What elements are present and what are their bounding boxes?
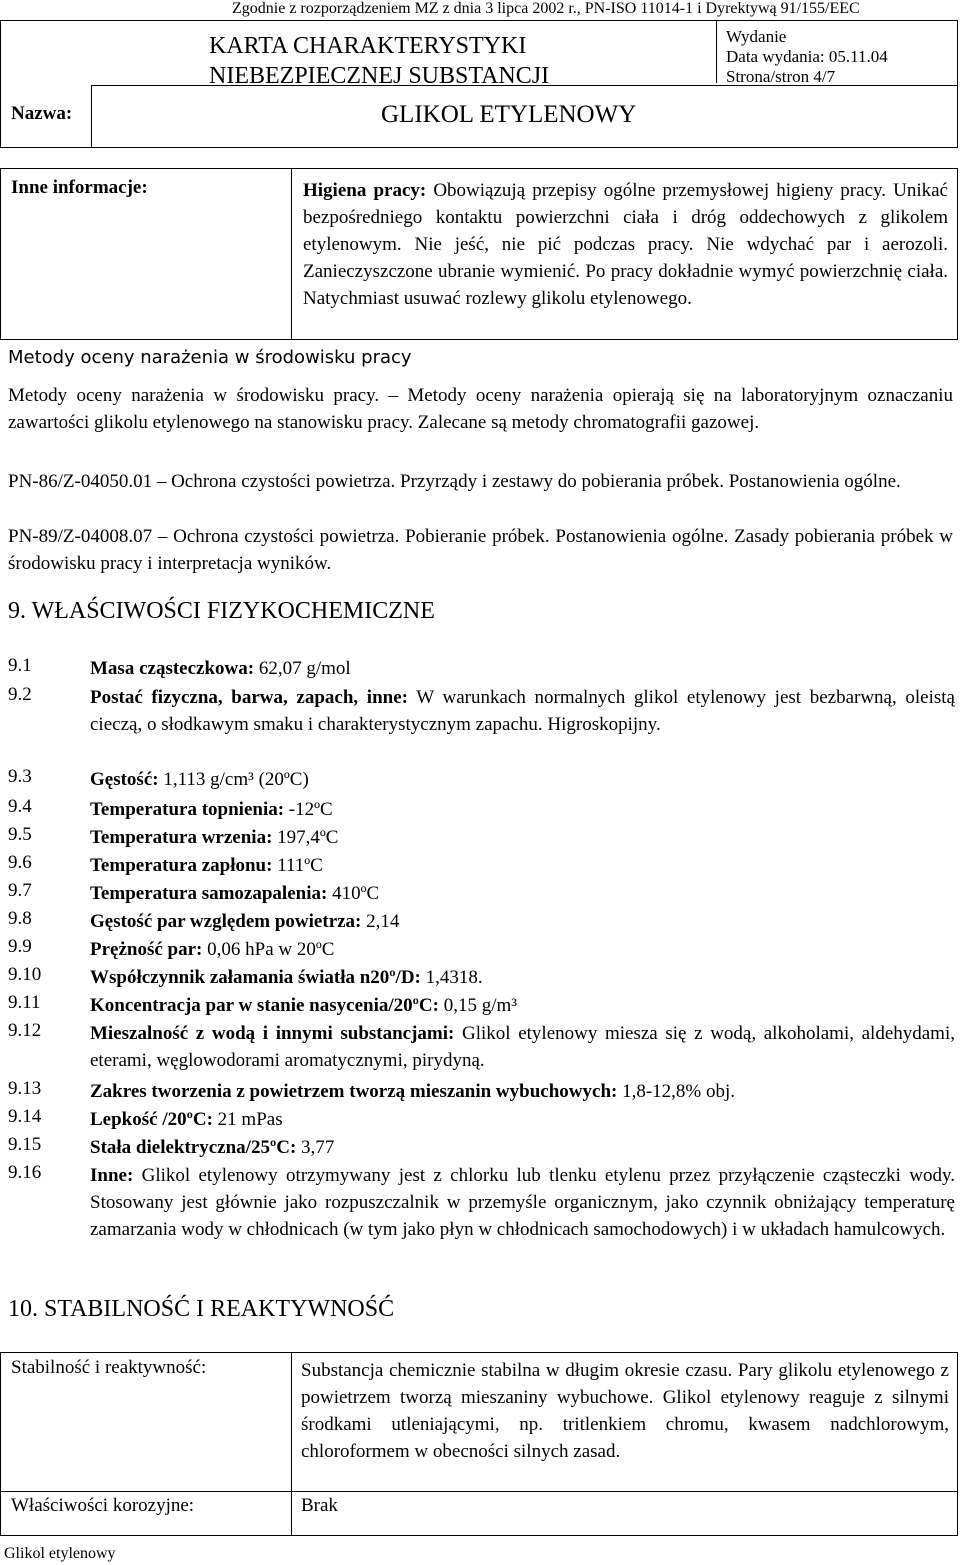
- property-body: [90, 880, 955, 907]
- substance-name: GLIKOL ETYLENOWY: [381, 101, 637, 128]
- property-value: 0,15 g/m³: [438, 995, 517, 1016]
- other-info-label: Inne informacje:: [11, 177, 148, 198]
- property-body: [90, 936, 955, 963]
- property-value: 2,14: [361, 911, 400, 932]
- hygiene-lead: Higiena pracy:: [303, 180, 427, 201]
- property-value: 197,4ºC: [272, 827, 339, 848]
- property-body: [90, 1162, 955, 1243]
- property-body: [90, 1134, 955, 1161]
- property-label: Mieszalność z wodą i innymi substancjami:: [90, 1023, 455, 1044]
- property-number: 9.11: [8, 992, 41, 1013]
- property-value: 111ºC: [272, 855, 323, 876]
- property-label: Lepkość /20ºC:: [90, 1109, 213, 1130]
- property-label: Masa cząsteczkowa:: [90, 658, 255, 679]
- edition-label: Wydanie: [726, 27, 787, 46]
- other-info-text: [303, 177, 948, 312]
- property-label: Temperatura zapłonu:: [90, 855, 273, 876]
- property-number: 9.1: [8, 655, 32, 676]
- stability-divider: [291, 1353, 292, 1535]
- property-body: [90, 992, 955, 1019]
- property-number: 9.12: [8, 1020, 42, 1041]
- other-info-divider: [291, 169, 292, 339]
- property-number: 9.14: [8, 1106, 42, 1127]
- property-label: Postać fizyczna, barwa, zapach, inne:: [90, 687, 408, 708]
- other-info-box: [0, 168, 958, 340]
- property-body: [90, 824, 955, 851]
- standard-code: PN-86/Z-04050.01: [8, 471, 153, 492]
- section-9-title: 9. WŁAŚCIWOŚCI FIZYKOCHEMICZNE: [8, 598, 435, 624]
- property-label: Temperatura samozapalenia:: [90, 883, 328, 904]
- property-body: [90, 1020, 955, 1074]
- property-value: 0,06 hPa w 20ºC: [202, 939, 335, 960]
- property-body: [90, 766, 955, 793]
- property-label: Temperatura topnienia:: [90, 799, 285, 820]
- hygiene-text: Obowiązują przepisy ogólne przemysłowej higieny pracy. Unikać bezpośredniego kontaktu powierzchni ciała i dróg oddechowych z glikolem etylenowym. Nie jeść, nie pić podczas pracy. Nie wdychać par i aerozoli. Zanieczyszczone ubranie wymienić. Po pracy dokładnie wymyć powierzchnię ciała. Natychmiast usuwać rozlewy glikolu etylenowego.: [303, 180, 948, 309]
- property-value: 62,07 g/mol: [254, 658, 351, 679]
- property-number: 9.3: [8, 766, 32, 787]
- property-body: [90, 908, 955, 935]
- page-number: Strona/stron 4/7: [726, 67, 836, 86]
- property-value: Glikol etylenowy miesza się z wodą, alkoholami, aldehydami, eterami, węglowodorami aromatycznymi, pirydyną.: [90, 1023, 955, 1071]
- issue-date: Data wydania: 05.11.04: [726, 47, 888, 66]
- property-label: Prężność par:: [90, 939, 203, 960]
- standard-text: – Ochrona czystości powietrza. Przyrządy i zestawy do pobierania próbek. Postanowienia ogólne.: [152, 471, 901, 492]
- stability-box: [0, 1352, 958, 1536]
- property-value: 3,77: [296, 1137, 335, 1158]
- header-divider: [716, 21, 717, 83]
- property-body: [90, 655, 955, 682]
- document-meta: [726, 27, 888, 87]
- corrosive-text: Brak: [301, 1495, 338, 1516]
- stability-label: Stabilność i reaktywność:: [11, 1357, 207, 1378]
- property-body: [90, 852, 955, 879]
- property-body: [90, 964, 955, 991]
- property-label: Koncentracja par w stanie nasycenia/20ºC:: [90, 995, 439, 1016]
- property-value: 410ºC: [327, 883, 380, 904]
- property-body: [90, 684, 955, 738]
- compliance-note: Zgodnie z rozporządzeniem MZ z dnia 3 lipca 2002 r., PN-ISO 11014-1 i Dyrektywą 91/155/EEC: [232, 0, 860, 17]
- property-value: W warunkach normalnych glikol etylenowy jest bezbarwną, oleistą cieczą, o słodkawym smaku i charakterystycznym zapachu. Higroskopijny.: [90, 687, 955, 735]
- property-label: Zakres tworzenia z powietrzem tworzą mieszanin wybuchowych:: [90, 1081, 618, 1102]
- property-label: Temperatura wrzenia:: [90, 827, 273, 848]
- property-number: 9.9: [8, 936, 32, 957]
- property-number: 9.15: [8, 1134, 42, 1155]
- property-number: 9.10: [8, 964, 42, 985]
- standard-code: PN-89/Z-04008.07: [8, 526, 153, 547]
- exposure-heading: Metody oceny narażenia w środowisku pracy: [8, 347, 412, 368]
- property-number: 9.13: [8, 1078, 42, 1099]
- name-label: Nazwa:: [11, 103, 73, 124]
- property-value: Glikol etylenowy otrzymywany jest z chlorku lub tlenku etylenu przez przyłączenie cząsteczki wody. Stosowany jest głównie jako rozpuszczalnik w przemyśle organicznym, jako czynnik obniżający temperaturę zamarzania wody w chłodnicach (w tym jako płyn w chłodnicach samochodowych) i w układach hamulcowych.: [90, 1165, 955, 1240]
- header-divider: [91, 86, 92, 147]
- property-value: 1,8-12,8% obj.: [617, 1081, 736, 1102]
- property-number: 9.5: [8, 824, 32, 845]
- property-label: Stała dielektryczna/25ºC:: [90, 1137, 297, 1158]
- property-label: Gęstość par względem powietrza:: [90, 911, 362, 932]
- corrosive-label: Właściwości korozyjne:: [11, 1495, 195, 1516]
- property-number: 9.4: [8, 796, 32, 817]
- property-body: [90, 1078, 955, 1105]
- property-value: 21 mPas: [212, 1109, 283, 1130]
- title-line-1: KARTA CHARAKTERYSTYKI: [209, 33, 527, 59]
- property-number: 9.2: [8, 684, 32, 705]
- property-label: Gęstość:: [90, 769, 159, 790]
- property-label: Współczynnik załamania światła n20º/D:: [90, 967, 421, 988]
- property-body: [90, 796, 955, 823]
- document-title: [209, 31, 549, 91]
- standard-text: – Ochrona czystości powietrza. Pobieranie próbek. Postanowienia ogólne. Zasady pobierania próbek w środowisku pracy i interpretacja wyników.: [8, 526, 953, 574]
- property-number: 9.6: [8, 852, 32, 873]
- property-number: 9.8: [8, 908, 32, 929]
- exposure-paragraph: Metody oceny narażenia w środowisku pracy. – Metody oceny narażenia opierają się na laboratoryjnym oznaczaniu zawartości glikolu etylenowego na stanowisku pracy. Zalecane są metody chromatografii gazowej.: [8, 385, 953, 433]
- property-value: 1,4318.: [420, 967, 483, 988]
- property-body: [90, 1106, 955, 1133]
- property-value: 1,113 g/cm³ (20ºC): [158, 769, 309, 790]
- standard-2: [8, 523, 953, 577]
- stability-divider: [1, 1491, 957, 1492]
- standard-1: [8, 468, 953, 495]
- property-number: 9.7: [8, 880, 32, 901]
- footer-text: Glikol etylenowy: [4, 1545, 116, 1562]
- title-line-2: NIEBEZPIECZNEJ SUBSTANCJI: [209, 63, 550, 89]
- header-box: [0, 20, 958, 148]
- property-value: -12ºC: [284, 799, 333, 820]
- stability-text: Substancja chemicznie stabilna w długim okresie czasu. Pary glikolu etylenowego z powietrzem tworzą mieszaniny wybuchowe. Glikol etylenowy reaguje z silnymi środkami utleniającymi, np. tritlenkiem chromu, kwasem nadchlorowym, chloroformem w obecności silnych zasad.: [301, 1360, 949, 1462]
- property-label: Inne:: [90, 1165, 134, 1186]
- section-10-title: 10. STABILNOŚĆ I REAKTYWNOŚĆ: [8, 1296, 395, 1322]
- property-number: 9.16: [8, 1162, 42, 1183]
